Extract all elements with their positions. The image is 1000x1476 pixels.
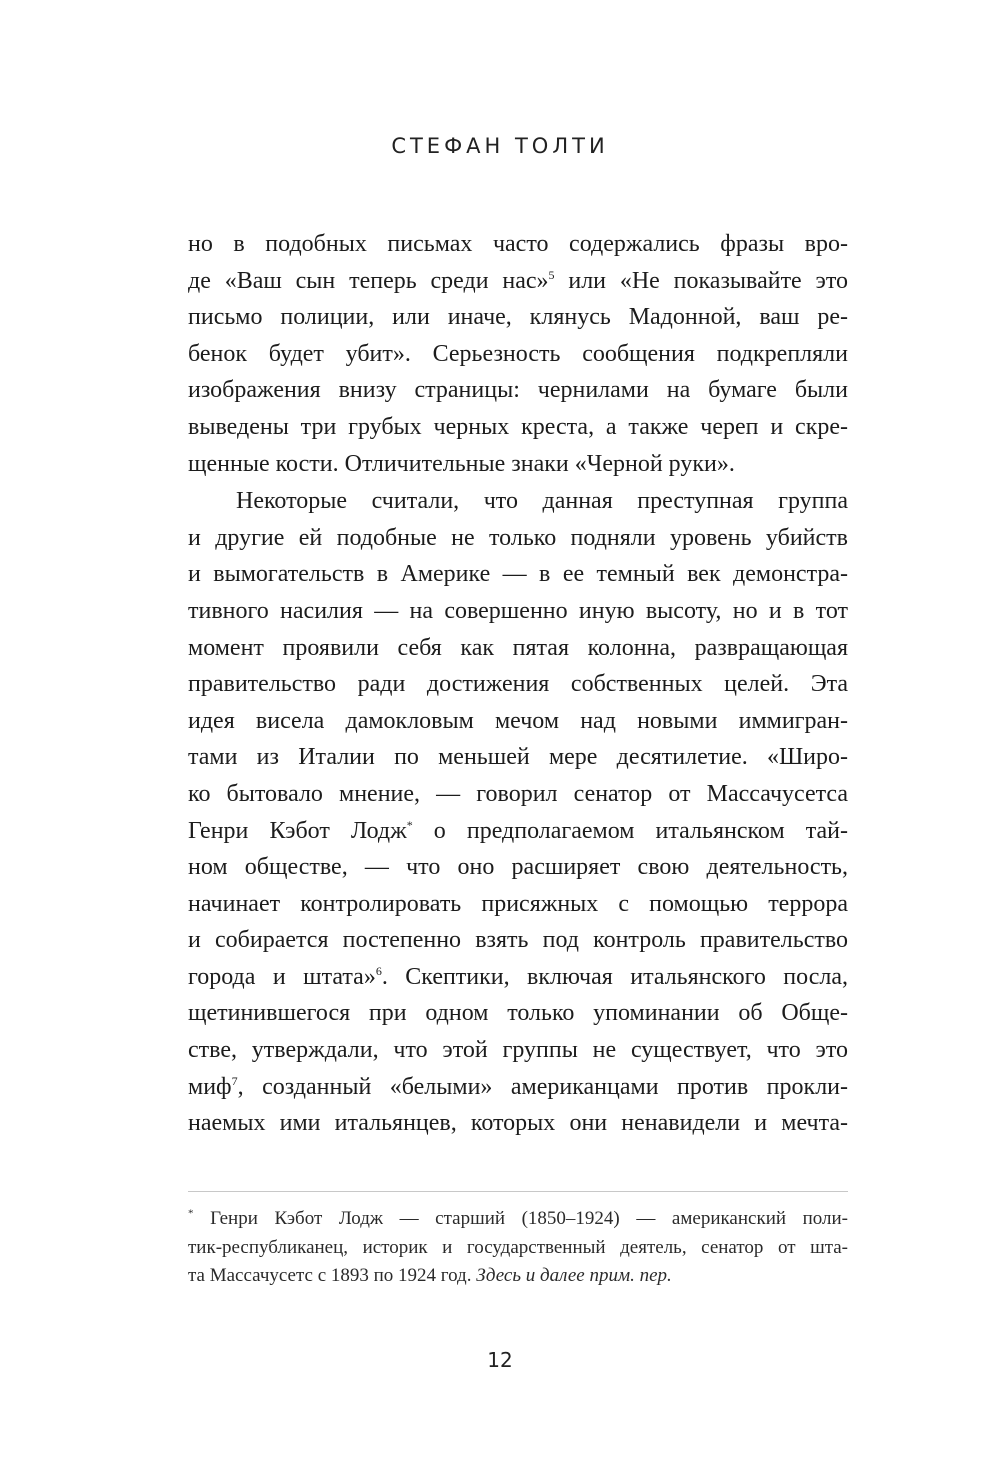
text-line: ко бытовало мнение, — говорил сенатор от Массачусетса [188, 780, 848, 807]
text-line: и вымогательств в Америке — в ее темный век демонстра- [188, 561, 848, 588]
endnote-ref-6: 6 [375, 963, 382, 978]
text-line: и собирается постепенно взять под контроль правительство [188, 927, 848, 954]
text-line: тами из Италии по меньшей мере десятилетие. «Широ- [188, 744, 848, 771]
text-line: момент проявили себя как пятая колонна, развращающая [188, 634, 848, 661]
text-line: де «Ваш сын теперь среди нас»$^5$ или «Не показывайте это [188, 267, 849, 294]
text-line: тивного насилия — на совершенно иную высоту, но и в тот [188, 597, 848, 624]
text-line: щетинившегося при одном только упоминании об Обще- [188, 1000, 848, 1027]
text-line: правительство ради достижения собственных целей. Эта [188, 671, 848, 698]
page-number: 12 [487, 1348, 513, 1372]
footnote-line: * Генри Кэбот Лодж — старший (1850–1924) — американский поли- [188, 1207, 848, 1229]
running-header: СТЕФАН ТОЛТИ [391, 134, 609, 158]
text-line: но в подобных письмах часто содержались фразы вро- [188, 231, 848, 257]
text-line: ном обществе, — что оно расширяет свою деятельность, [188, 854, 848, 881]
text-line: и другие ей подобные не только подняли уровень убийств [188, 524, 848, 551]
footnote-line: тик-республиканец, историк и государственный деятель, сенатор от шта- [188, 1236, 848, 1258]
footnote-divider [188, 1191, 848, 1192]
text-line: письмо полиции, или иначе, клянусь Мадонной, ваш ре- [188, 304, 848, 331]
footnote-ref: * [406, 817, 413, 832]
paragraph-1 [188, 226, 848, 482]
main-text [188, 226, 848, 1142]
text-line: начинает контролировать присяжных с помощью террора [188, 890, 848, 917]
text-line: миф$^7$, созданный «белыми» американцами против прокли- [188, 1073, 848, 1100]
paragraph-2 [188, 483, 848, 1142]
text-line: бенок будет убит». Серьезность сообщения подкрепляли [188, 340, 848, 367]
endnote-ref-5: 5 [548, 267, 555, 282]
text-line: стве, утверждали, что этой группы не существует, что это [188, 1037, 848, 1064]
endnote-ref-7: 7 [231, 1073, 238, 1088]
footnote [188, 1205, 848, 1291]
text-line: выведены три грубых черных креста, а также череп и скре- [188, 413, 848, 440]
text-line: Некоторые считали, что данная преступная группа [236, 488, 848, 515]
translator-note: Здесь и далее прим. пер. [476, 1265, 672, 1286]
text-line: идея висела дамокловым мечом над новыми иммигран- [188, 707, 848, 734]
text-line: города и штата»$^6$. Скептики, включая итальянского посла, [188, 963, 848, 990]
text-line: изображения внизу страницы: чернилами на бумаге были [188, 377, 848, 404]
footnote-line: та Массачусетс с 1893 по 1924 год. Здесь и далее прим. пер. [188, 1265, 672, 1286]
text-line: Генри Кэбот Лодж* о предполагаемом итальянском тай- [188, 817, 849, 844]
text-line: щенные кости. Отличительные знаки «Черной руки». [188, 450, 735, 477]
text-line: наемых ими итальянцев, которых они ненавидели и мечта- [188, 1110, 848, 1137]
footnote-mark: * [188, 1207, 194, 1220]
